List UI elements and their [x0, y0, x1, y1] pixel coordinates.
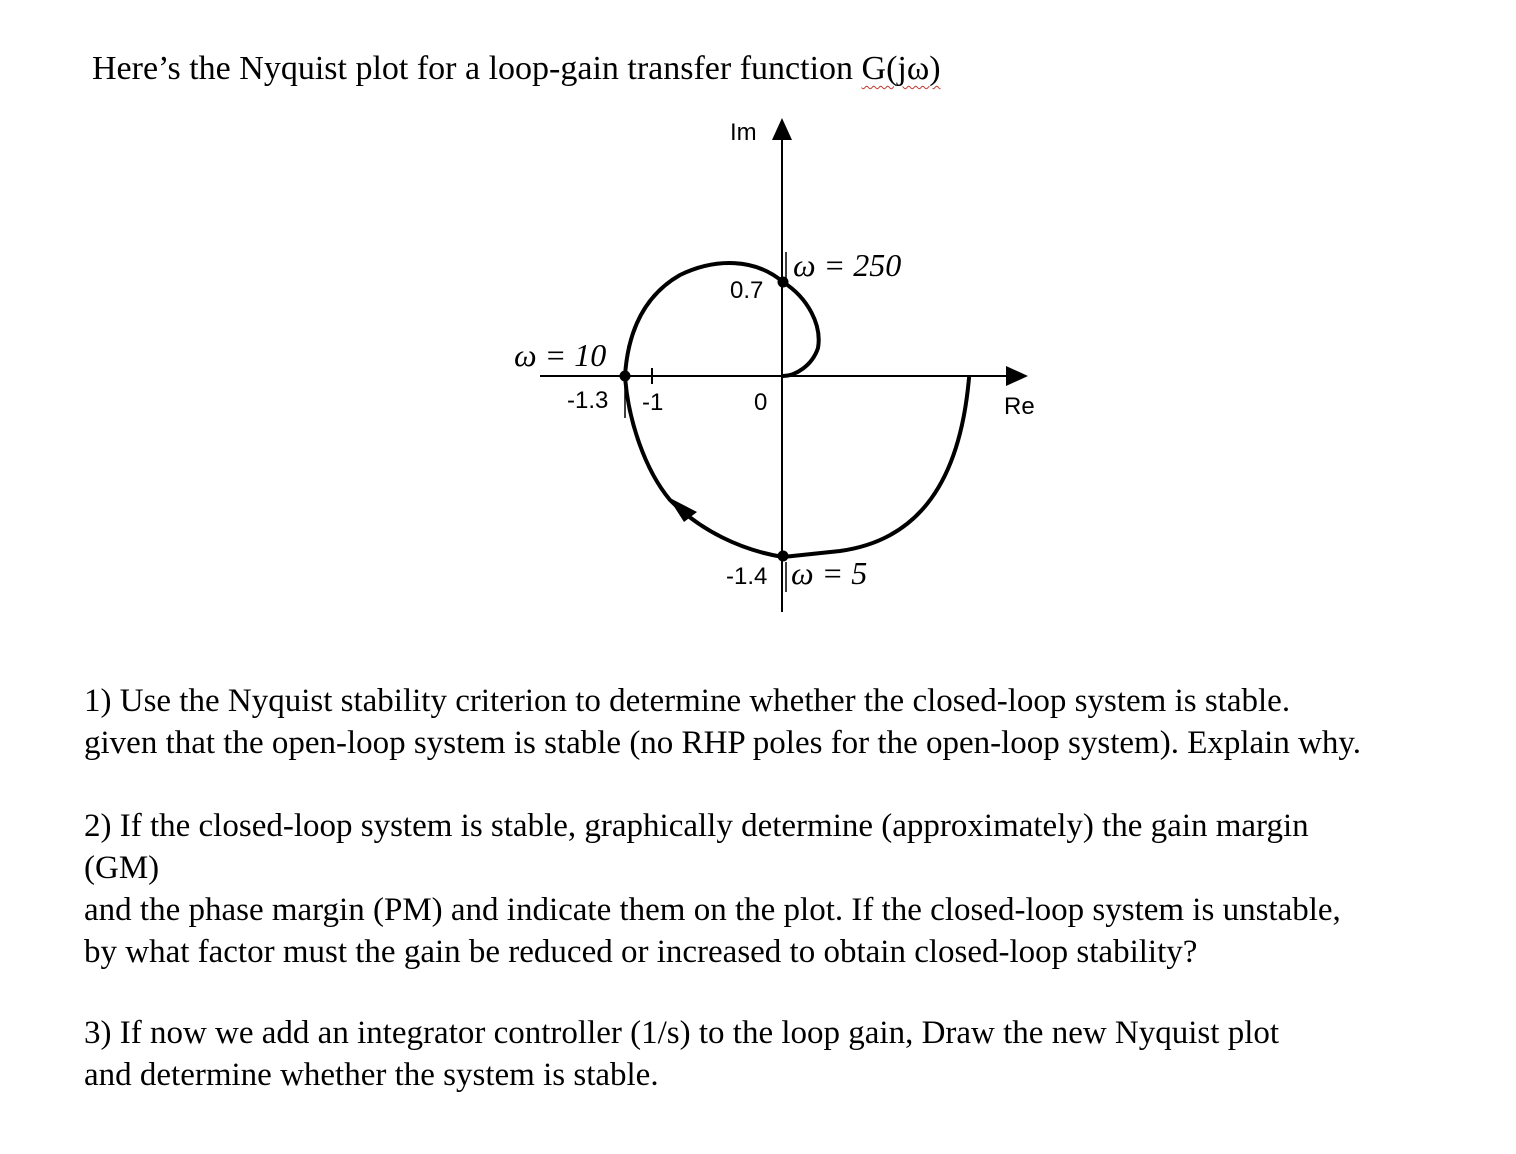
question-2-line-1: 2) If the closed-loop system is stable, graphically determine (approximately) the gain margin	[84, 808, 1309, 844]
nyquist-curve	[625, 263, 969, 557]
question-2-line-2: (GM)	[84, 850, 160, 886]
question-2-line-3: and the phase margin (PM) and indicate them on the plot. If the closed-loop system is unstable,	[84, 892, 1341, 928]
question-1-line-1: 1) Use the Nyquist stability criterion to determine whether the closed-loop system is stable.	[84, 683, 1291, 719]
point-w250	[778, 277, 789, 288]
point-w10	[620, 371, 631, 382]
title-function: G(jω)	[861, 50, 941, 87]
real-axis-arrow	[1006, 366, 1028, 386]
freq-label-w10: ω = 10	[514, 337, 607, 373]
tick-label-neg-1-3: -1.3	[567, 387, 609, 414]
tick-label-neg-1: -1	[642, 389, 664, 416]
tick-label-0-7: 0.7	[730, 277, 764, 304]
question-1-line-2: given that the open-loop system is stable (no RHP poles for the open-loop system). Explain why.	[84, 725, 1362, 761]
question-3-line-1: 3) If now we add an integrator controller (1/s) to the loop gain, Draw the new Nyquist plot	[84, 1015, 1280, 1051]
tick-label-zero: 0	[754, 389, 768, 416]
question-2-line-4: by what factor must the gain be reduced or increased to obtain closed-loop stability?	[84, 934, 1198, 970]
real-axis-label: Re	[1004, 393, 1035, 420]
point-w5	[778, 551, 789, 562]
freq-label-w250: ω = 250	[793, 247, 902, 283]
freq-label-w5: ω = 5	[791, 555, 868, 591]
imag-axis-label: Im	[730, 119, 757, 146]
question-2	[84, 805, 1494, 973]
tick-label-neg-1-4: -1.4	[726, 563, 768, 590]
question-1	[84, 680, 1494, 764]
title-prefix: Here’s the Nyquist plot for a loop-gain transfer function	[92, 50, 862, 87]
question-3-line-2: and determine whether the system is stable.	[84, 1057, 659, 1093]
question-3	[84, 1012, 1494, 1096]
imag-axis-arrow	[772, 118, 792, 140]
